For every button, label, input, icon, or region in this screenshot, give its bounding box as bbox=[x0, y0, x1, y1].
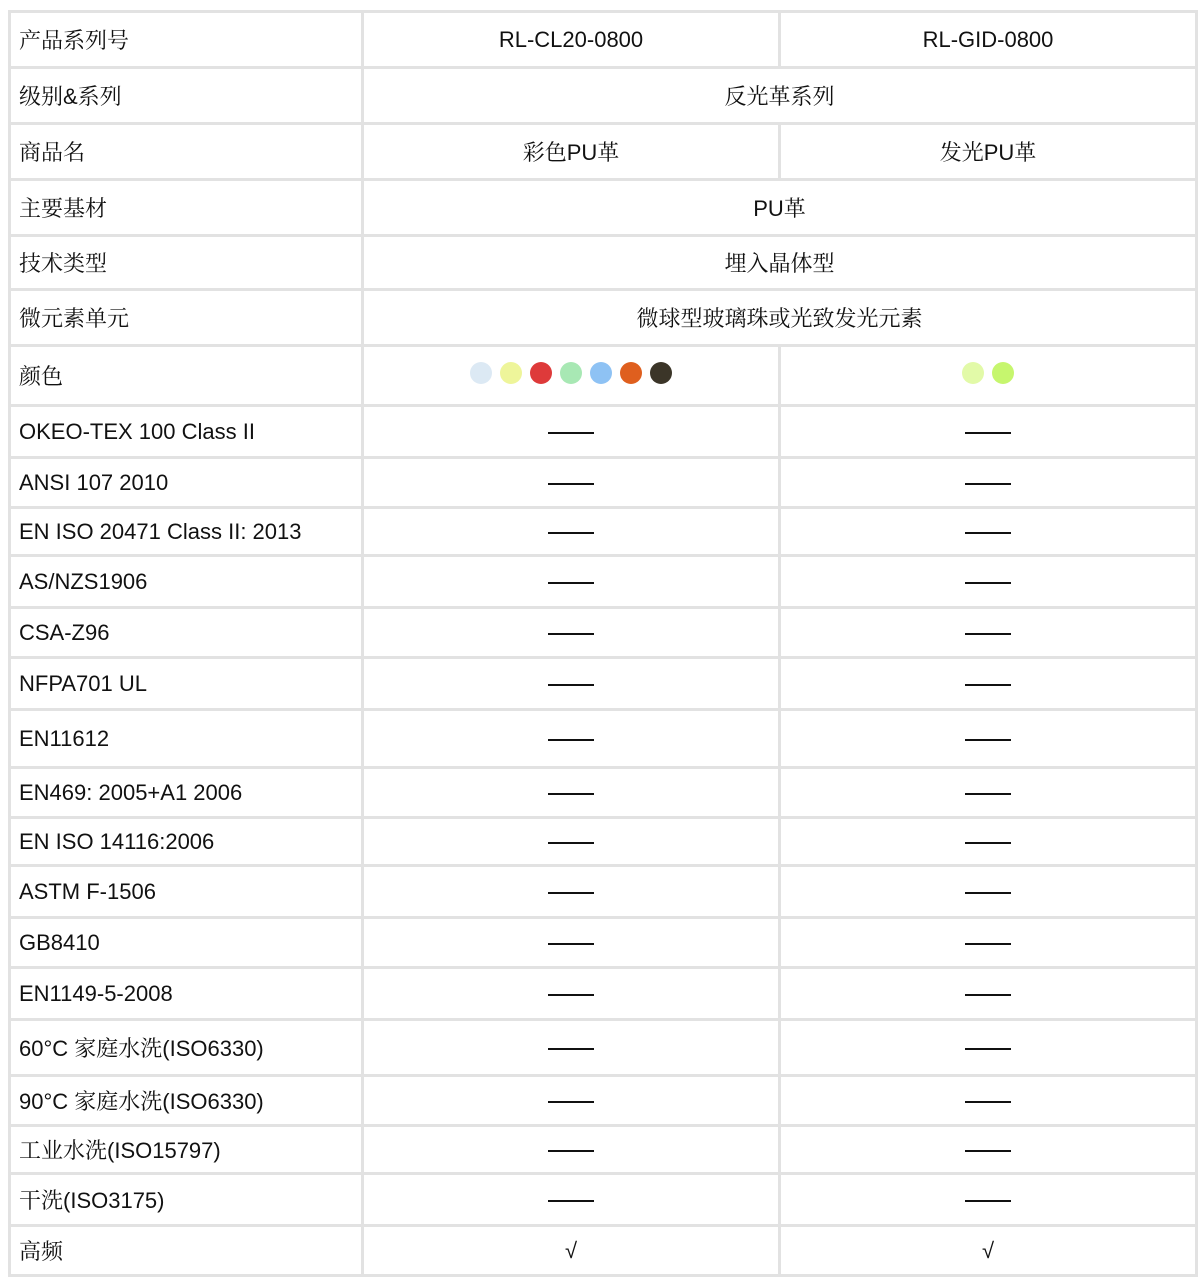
dash-mark bbox=[548, 633, 594, 635]
dash-mark bbox=[965, 739, 1011, 741]
table-row bbox=[10, 608, 1197, 658]
color-swatch bbox=[962, 362, 984, 384]
color-swatch bbox=[992, 362, 1014, 384]
standard-label: OKEO-TEX 100 Class II bbox=[10, 406, 363, 458]
table-row bbox=[10, 1076, 1197, 1126]
dash-mark bbox=[548, 1101, 594, 1103]
color-swatch bbox=[590, 362, 612, 384]
dash-mark bbox=[965, 684, 1011, 686]
dash-mark bbox=[965, 943, 1011, 945]
grade-label: 级别&系列 bbox=[10, 68, 363, 124]
table-row bbox=[10, 866, 1197, 918]
micro-label: 微元素单元 bbox=[10, 290, 363, 346]
dash-mark bbox=[548, 739, 594, 741]
product-value-2: 发光PU革 bbox=[780, 124, 1197, 180]
dash-cell-2 bbox=[780, 968, 1197, 1020]
table-row bbox=[10, 290, 1197, 346]
dash-cell-1 bbox=[363, 406, 780, 458]
table-row bbox=[10, 968, 1197, 1020]
dash-mark bbox=[965, 483, 1011, 485]
standard-label: ANSI 107 2010 bbox=[10, 458, 363, 508]
table-row bbox=[10, 818, 1197, 866]
standard-label: 干洗(ISO3175) bbox=[10, 1174, 363, 1226]
table-row bbox=[10, 68, 1197, 124]
dash-mark bbox=[965, 1048, 1011, 1050]
table-row bbox=[10, 508, 1197, 556]
color-swatch bbox=[500, 362, 522, 384]
table-row bbox=[10, 458, 1197, 508]
standard-label: AS/NZS1906 bbox=[10, 556, 363, 608]
table-row bbox=[10, 1174, 1197, 1226]
dash-cell-1 bbox=[363, 608, 780, 658]
dash-mark bbox=[548, 994, 594, 996]
dash-cell-2 bbox=[780, 458, 1197, 508]
dash-cell-2 bbox=[780, 710, 1197, 768]
table-row bbox=[10, 556, 1197, 608]
dash-cell-2 bbox=[780, 866, 1197, 918]
dash-mark bbox=[965, 1200, 1011, 1202]
dash-cell-1 bbox=[363, 1076, 780, 1126]
spec-table bbox=[8, 10, 1198, 1277]
spec-table-body bbox=[10, 12, 1197, 1276]
dash-cell-2 bbox=[780, 768, 1197, 818]
table-row bbox=[10, 1020, 1197, 1076]
standard-label: CSA-Z96 bbox=[10, 608, 363, 658]
dash-mark bbox=[548, 582, 594, 584]
material-label: 主要基材 bbox=[10, 180, 363, 236]
dash-cell-1 bbox=[363, 1020, 780, 1076]
color-swatches-2 bbox=[780, 346, 1197, 406]
color-swatch bbox=[620, 362, 642, 384]
color-swatch bbox=[650, 362, 672, 384]
dash-mark bbox=[548, 943, 594, 945]
standard-label: NFPA701 UL bbox=[10, 658, 363, 710]
series-value-1: RL-CL20-0800 bbox=[363, 12, 780, 68]
table-row bbox=[10, 236, 1197, 290]
dash-cell-2 bbox=[780, 658, 1197, 710]
table-row bbox=[10, 918, 1197, 968]
micro-value: 微球型玻璃珠或光致发光元素 bbox=[363, 290, 1197, 346]
table-row bbox=[10, 406, 1197, 458]
table-row bbox=[10, 124, 1197, 180]
dash-mark bbox=[548, 793, 594, 795]
standard-label: EN1149-5-2008 bbox=[10, 968, 363, 1020]
dash-cell-1 bbox=[363, 818, 780, 866]
dash-cell-1 bbox=[363, 1174, 780, 1226]
dash-cell-2 bbox=[780, 918, 1197, 968]
dash-mark bbox=[548, 892, 594, 894]
dash-cell-1 bbox=[363, 458, 780, 508]
color-swatch bbox=[530, 362, 552, 384]
dash-mark bbox=[965, 994, 1011, 996]
color-swatch bbox=[560, 362, 582, 384]
dash-mark bbox=[965, 1150, 1011, 1152]
table-row bbox=[10, 768, 1197, 818]
dash-cell-1 bbox=[363, 556, 780, 608]
standard-label: EN469: 2005+A1 2006 bbox=[10, 768, 363, 818]
dash-cell-2 bbox=[780, 1020, 1197, 1076]
dash-cell-2 bbox=[780, 1126, 1197, 1174]
color-label: 颜色 bbox=[10, 346, 363, 406]
color-swatches-1 bbox=[363, 346, 780, 406]
table-row bbox=[10, 710, 1197, 768]
dash-mark bbox=[548, 1200, 594, 1202]
dash-cell-2 bbox=[780, 1076, 1197, 1126]
dash-cell-1 bbox=[363, 918, 780, 968]
table-row bbox=[10, 12, 1197, 68]
dash-cell-1 bbox=[363, 710, 780, 768]
color-dots-group bbox=[470, 362, 672, 384]
standard-label: 工业水洗(ISO15797) bbox=[10, 1126, 363, 1174]
standard-label: 90°C 家庭水洗(ISO6330) bbox=[10, 1076, 363, 1126]
dash-mark bbox=[965, 793, 1011, 795]
tech-value: 埋入晶体型 bbox=[363, 236, 1197, 290]
check-cell-1: √ bbox=[363, 1226, 780, 1276]
dash-cell-1 bbox=[363, 508, 780, 556]
dash-cell-1 bbox=[363, 866, 780, 918]
check-cell-2: √ bbox=[780, 1226, 1197, 1276]
standard-label: 高频 bbox=[10, 1226, 363, 1276]
dash-mark bbox=[965, 633, 1011, 635]
standard-label: EN11612 bbox=[10, 710, 363, 768]
product-value-1: 彩色PU革 bbox=[363, 124, 780, 180]
dash-mark bbox=[965, 582, 1011, 584]
dash-cell-2 bbox=[780, 508, 1197, 556]
standard-label: EN ISO 20471 Class II: 2013 bbox=[10, 508, 363, 556]
grade-value: 反光革系列 bbox=[363, 68, 1197, 124]
dash-cell-1 bbox=[363, 968, 780, 1020]
dash-mark bbox=[548, 684, 594, 686]
dash-mark bbox=[965, 532, 1011, 534]
table-row bbox=[10, 1126, 1197, 1174]
table-row bbox=[10, 180, 1197, 236]
product-label: 商品名 bbox=[10, 124, 363, 180]
dash-mark bbox=[548, 1150, 594, 1152]
dash-mark bbox=[548, 483, 594, 485]
dash-mark bbox=[548, 532, 594, 534]
standard-label: EN ISO 14116:2006 bbox=[10, 818, 363, 866]
dash-mark bbox=[965, 432, 1011, 434]
dash-mark bbox=[965, 1101, 1011, 1103]
table-row bbox=[10, 346, 1197, 406]
color-dots-group bbox=[962, 362, 1014, 384]
dash-cell-2 bbox=[780, 406, 1197, 458]
series-value-2: RL-GID-0800 bbox=[780, 12, 1197, 68]
dash-mark bbox=[548, 432, 594, 434]
tech-label: 技术类型 bbox=[10, 236, 363, 290]
dash-mark bbox=[965, 842, 1011, 844]
standard-label: ASTM F-1506 bbox=[10, 866, 363, 918]
dash-mark bbox=[965, 892, 1011, 894]
dash-cell-1 bbox=[363, 658, 780, 710]
dash-mark bbox=[548, 1048, 594, 1050]
material-value: PU革 bbox=[363, 180, 1197, 236]
dash-cell-1 bbox=[363, 768, 780, 818]
series-label: 产品系列号 bbox=[10, 12, 363, 68]
color-swatch bbox=[470, 362, 492, 384]
dash-cell-2 bbox=[780, 608, 1197, 658]
dash-cell-2 bbox=[780, 1174, 1197, 1226]
dash-mark bbox=[548, 842, 594, 844]
dash-cell-2 bbox=[780, 818, 1197, 866]
dash-cell-2 bbox=[780, 556, 1197, 608]
table-row bbox=[10, 658, 1197, 710]
standard-label: GB8410 bbox=[10, 918, 363, 968]
dash-cell-1 bbox=[363, 1126, 780, 1174]
standard-label: 60°C 家庭水洗(ISO6330) bbox=[10, 1020, 363, 1076]
table-row bbox=[10, 1226, 1197, 1276]
